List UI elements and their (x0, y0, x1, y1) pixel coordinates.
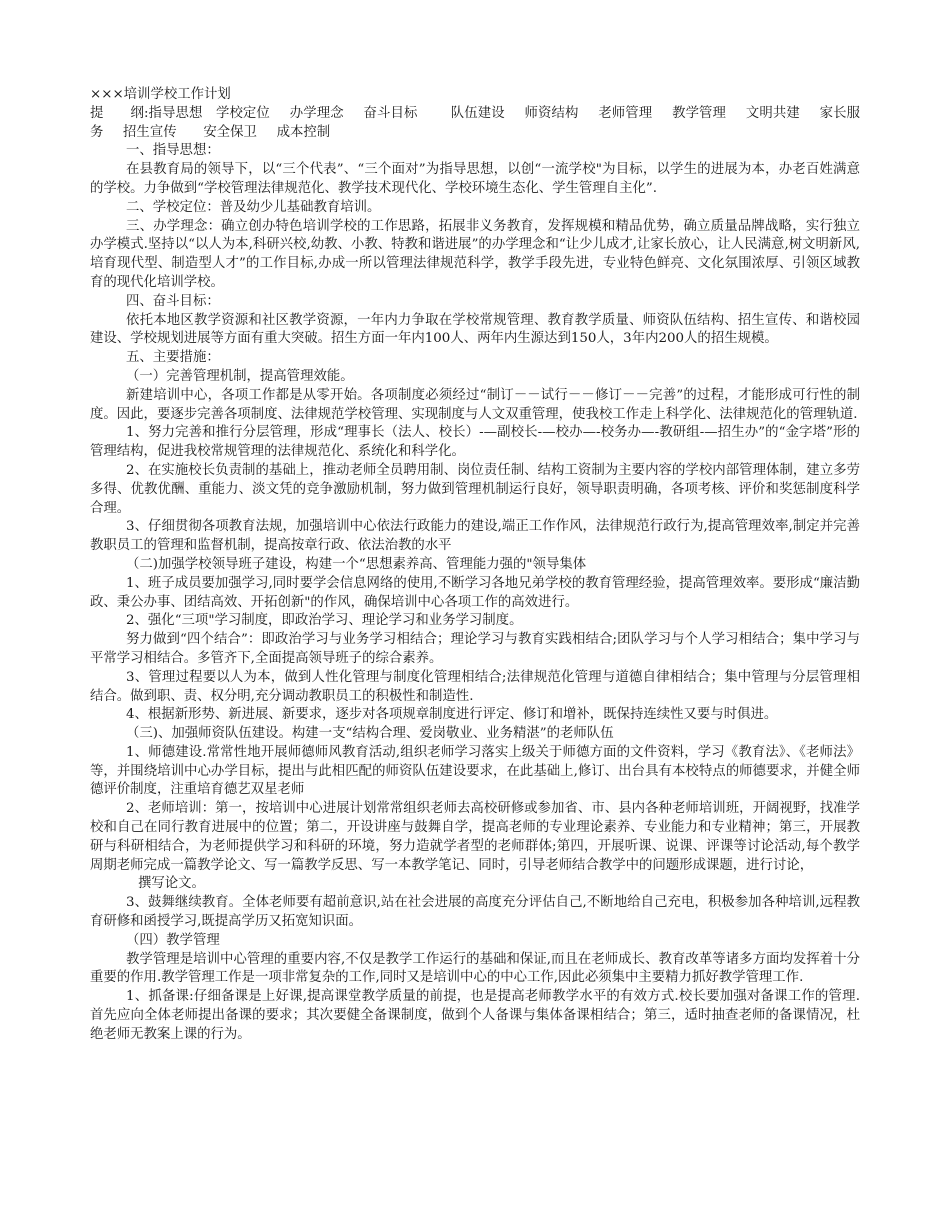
paragraph: 2、老师培训：第一，按培训中心进展计划常常组织老师去高校研修或参加省、市、县内各种老师培训班，开阔视野，找准学校和自己在同行教育进展中的位置；第二，开设讲座与鼓舞自学，提高老师的专业理论素养、专业能力和专业精神；第三，开展教研与科研相结合，为老师提供学习和科研的环境，努力造就学者型的老师群体;第四，开展听课、说课、评课等讨论活动,每个教学周期老师完成一篇教学论文、写一篇教学反思、写一本教学笔记、同时，引导老师结合教学中的问题形成课题，进行讨论， (90, 801, 860, 873)
paragraph: （二)加强学校领导班子建设，构建一个“思想素养高、管理能力强的"领导集体 (126, 556, 587, 572)
document-body (90, 86, 860, 1045)
paragraph: 新建培训中心，各项工作都是从零开始。各项制度必须经过“制订－－试行－－修订－－完善”的过程，才能形成可行性的制度。因此，要逐步完善各项制度、法律规范学校管理、实现制度与人文双重管理，使我校工作走上科学化、法律规范化的管理轨道. (90, 387, 860, 422)
paragraph: 1、师德建设.常常性地开展师德师风教育活动,组织老师学习落实上级关于师德方面的文件资料，学习《教育法》、《老师法》等，并围绕培训中心办学目标，提出与此相匹配的师资队伍建设要求，在此基础上,修订、出台具有本校特点的师德要求，并健全师德评价制度，注重培育德艺双星老师 (90, 744, 860, 798)
document-outline: 提 纲:指导思想 学校定位 办学理念 奋斗目标 队伍建设 师资结构 老师管理 教学管理 文明共建 家长服务 招生宣传 安全保卫 成本控制 (90, 105, 860, 140)
document-paragraphs (90, 142, 860, 1044)
paragraph: 依托本地区教学资源和社区教学资源，一年内力争取在学校常规管理、教育教学质量、师资队伍结构、招生宣传、和谐校园建设、学校规划进展等方面有重大突破。招生方面一年内100人、两年内生源达到150人，3年内200人的招生规模。 (90, 312, 860, 347)
paragraph: 二、学校定位：普及幼少儿基础教育培训。 (126, 199, 381, 215)
paragraph: 3、管理过程要以人为本，做到人性化管理与制度化管理相结合;法律规范化管理与道德自律相结合；集中管理与分层管理相结合。做到职、责、权分明,充分调动教职员工的积极性和制造性. (90, 669, 860, 704)
paragraph: 1、努力完善和推行分层管理，形成“理事长（法人、校长）-—副校长-—校办—-校务办—-教研组-—招生办”的“金字塔”形的管理结构，促进我校常规管理的法律规范化、系统化和科学化。 (90, 425, 860, 460)
paragraph: 4、根据新形势、新进展、新要求，逐步对各项规章制度进行评定、修订和增补，既保持连续性又要与时俱进。 (126, 707, 778, 723)
paragraph: 3、仔细贯彻各项教育法规，加强培训中心依法行政能力的建设,端正工作作风，法律规范行政行为,提高管理效率,制定并完善教职员工的管理和监督机制，提高按章行政、依法治教的水平 (90, 519, 860, 554)
paragraph: （四）教学管理 (126, 932, 220, 948)
paragraph: 努力做到“四个结合”：即政治学习与业务学习相结合；理论学习与教育实践相结合;团队学习与个人学习相结合；集中学习与平常学习相结合。多管齐下,全面提高领导班子的综合素养。 (90, 632, 860, 666)
paragraph: 撰写论文。 (138, 876, 205, 892)
paragraph: 一、指导思想： (126, 143, 220, 159)
document-title: ×××培训学校工作计划 (90, 87, 231, 102)
paragraph: 1、班子成员要加强学习,同时要学会信息网络的使用,不断学习各地兄弟学校的教育管理经验，提高管理效率。要形成“廉洁勤政、秉公办事、团结高效、开拓创新"的作风，确保培训中心各项工作的高效进行。 (90, 575, 860, 610)
paragraph: （一）完善管理机制，提高管理效能。 (126, 368, 354, 384)
paragraph: 在县教育局的领导下，以“三个代表”、“三个面对”为指导思想，以创“一流学校"为目标，以学生的进展为本，办老百姓满意的学校。力争做到“学校管理法律规范化、教学技术现代化、学校环境生态化、学生管理自主化”. (90, 162, 860, 196)
paragraph: （三)、加强师资队伍建设。构建一支“结构合理、爱岗敬业、业务精湛”的老师队伍 (126, 726, 614, 742)
paragraph: 2、在实施校长负责制的基础上，推动老师全员聘用制、岗位责任制、结构工资制为主要内容的学校内部管理体制，建立多劳多得、优教优酬、重能力、淡文凭的竞争激励机制，努力做到管理机制运行良好，领导职责明确，各项考核、评价和奖惩制度科学合理。 (90, 462, 860, 516)
paragraph: 教学管理是培训中心管理的重要内容,不仅是教学工作运行的基础和保证,而且在老师成长、教育改革等诸多方面均发挥着十分重要的作用.教学管理工作是一项非常复杂的工作,同时又是培训中心的中心工作,因此必须集中主要精力抓好教学管理工作. (90, 951, 860, 986)
paragraph: 四、奋斗目标： (126, 293, 220, 309)
paragraph: 1、抓备课:仔细备课是上好课,提高课堂教学质量的前提，也是提高老师教学水平的有效方式.校长要加强对备课工作的管理.首先应向全体老师提出备课的要求；其次要健全备课制度，做到个人备课与集体备课相结合；第三，适时抽查老师的备课情况，杜绝老师无教案上课的行为。 (90, 989, 860, 1042)
paragraph: 3、鼓舞继续教育。全体老师要有超前意识,站在社会进展的高度充分评估自己,不断地给自己充电，积极参加各种培训,远程教育研修和函授学习,既提高学历又拓宽知识面。 (90, 895, 860, 930)
paragraph: 五、主要措施： (126, 350, 220, 366)
paragraph: 三、办学理念：确立创办特色培训学校的工作思路，拓展非义务教育，发挥规模和精品优势，确立质量品牌战略，实行独立办学模式.坚持以“以人为本,科研兴校,幼教、小教、特教和谐进展”的办学理念和“让少儿成才,让家长放心，让人民满意,树文明新风,培育现代型、制造型人才”的工作目标,办成一所以管理法律规范科学，教学手段先进，专业特色鲜亮、文化氛围浓厚、引领区域教育的现代化培训学校。 (90, 218, 860, 290)
paragraph: 2、强化“三项"学习制度，即政治学习、理论学习和业务学习制度。 (126, 613, 523, 629)
